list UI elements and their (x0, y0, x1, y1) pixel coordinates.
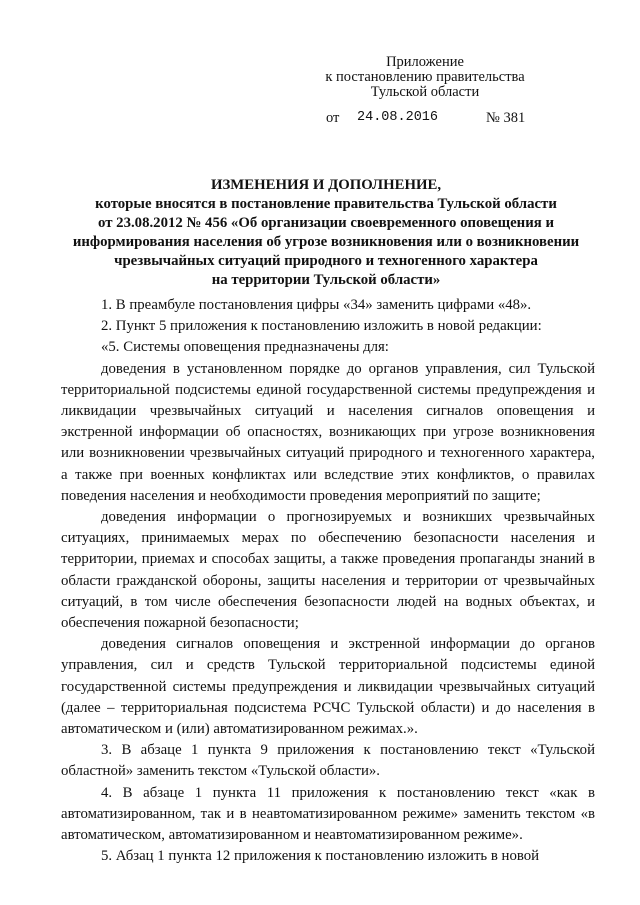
appendix-header (300, 55, 550, 100)
body-paragraph: 3. В абзаце 1 пункта 9 приложения к постановлению текст «Тульской областной» заменить текстом «Тульской области». (61, 742, 595, 780)
date-number-line (0, 110, 640, 130)
appendix-line: Тульской области (370, 84, 480, 100)
document-body (61, 295, 595, 867)
title-line: ИЗМЕНЕНИЯ И ДОПОЛНЕНИЕ, (210, 177, 442, 193)
title-line: чрезвычайных ситуаций природного и техногенного характера (114, 253, 538, 269)
date-prefix: от (326, 110, 340, 126)
body-paragraph: «5. Системы оповещения предназначены для: (101, 339, 389, 356)
body-paragraph: доведения сигналов оповещения и экстренной информации до органов управления, сил и средств Тульской территориальной подсистемы единой государственной системы предупреждения и ликвидации чрезвычайных ситуаций (далее – территориальная подсистема РСЧС Тульской области) и до населения в автоматическом и (или) автоматизированном режимах.». (61, 636, 595, 738)
body-paragraph: 1. В преамбуле постановления цифры «34» заменить цифрами «48». (101, 297, 532, 313)
appendix-line: Приложение (386, 54, 464, 70)
appendix-line: к постановлению правительства (325, 69, 525, 85)
document-title (60, 176, 592, 290)
document-date: 24.08.2016 (357, 110, 439, 125)
body-paragraph: 5. Абзац 1 пункта 12 приложения к постановлению изложить в новой (101, 848, 540, 865)
body-paragraph: доведения информации о прогнозируемых и возникших чрезвычайных ситуациях, принимаемых мерах по обеспечению безопасности населения и территории, приемах и способах защиты, а также проведения пропаганды знаний в области гражданской обороны, защиты населения и территории от чрезвычайных ситуаций, в том числе обеспечения безопасности людей на водных объектах, и обеспечения пожарной безопасности; (61, 509, 595, 632)
body-paragraph: 4. В абзаце 1 пункта 11 приложения к постановлению текст «как в автоматизированном, так и в неавтоматизированном режиме» заменить текстом «в автоматическом, автоматизированном и неавтоматизированном режиме». (61, 784, 595, 844)
title-line: информирования населения об угрозе возникновения или о возникновении (72, 234, 580, 250)
title-line: которые вносятся в постановление правительства Тульской области (95, 196, 557, 212)
body-paragraph: доведения в установленном порядке до органов управления, сил Тульской территориальной подсистемы единой государственной системы предупреждения и ликвидации чрезвычайных ситуаций и населения сигналов оповещения и экстренной информации об опасностях, возникающих при угрозе возникновения или возникновении чрезвычайных ситуаций природного и техногенного характера, а также при военных конфликтах или вследствие этих конфликтов, о правилах поведения населения и необходимости проведения мероприятий по защите; (61, 360, 595, 504)
body-paragraph: 2. Пункт 5 приложения к постановлению изложить в новой редакции: (101, 318, 542, 335)
title-line: на территории Тульской области» (211, 272, 441, 288)
document-number: № 381 (486, 110, 526, 126)
title-line: от 23.08.2012 № 456 «Об организации своевременного оповещения и (98, 215, 554, 231)
